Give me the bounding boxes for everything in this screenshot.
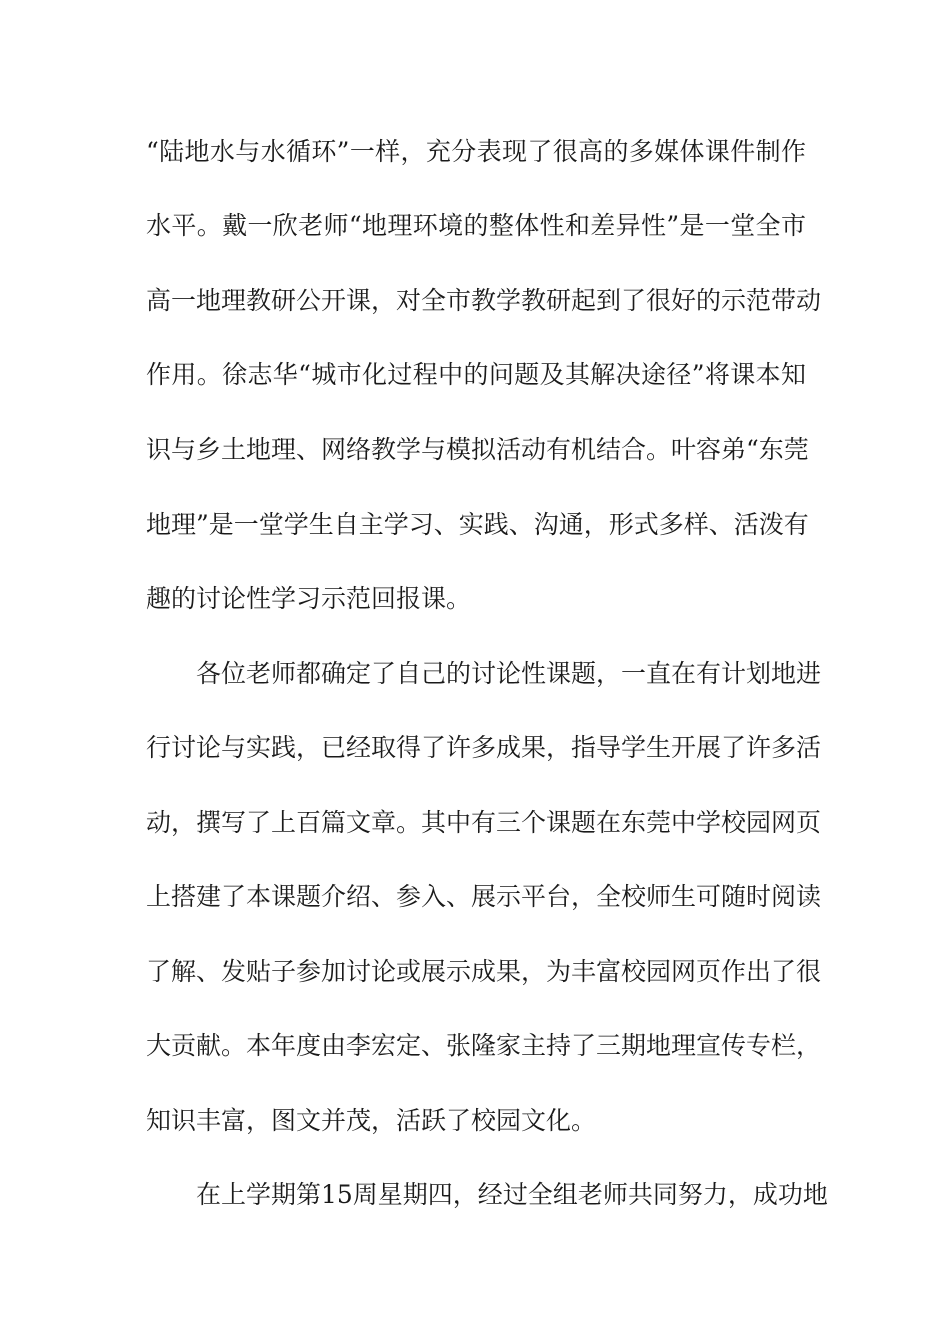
text-line: 动，撰写了上百篇文章。其中有三个课题在东莞中学校园网页 — [146, 808, 822, 837]
paragraph-first-line: 在上学期第15周星期四，经过全组老师共同努力，成功地 — [196, 1180, 828, 1209]
text-line: 行讨论与实践，已经取得了许多成果，指导学生开展了许多活 — [146, 733, 822, 762]
text-line: 上搭建了本课题介绍、参入、展示平台，全校师生可随时阅读 — [146, 882, 822, 911]
text-line: 地理”是一堂学生自主学习、实践、沟通，形式多样、活泼有 — [146, 510, 809, 539]
text-line: 知识丰富，图文并茂，活跃了校园文化。 — [146, 1106, 597, 1135]
text-line: 作用。徐志华“城市化过程中的问题及其解决途径”将课本知 — [146, 360, 806, 389]
text-line: 大贡献。本年度由李宏定、张隆家主持了三期地理宣传专栏， — [146, 1031, 822, 1060]
paragraph-first-line: 各位老师都确定了自己的讨论性课题，一直在有计划地进 — [196, 659, 822, 688]
text-line: 了解、发贴子参加讨论或展示成果，为丰富校园网页作出了很 — [146, 957, 822, 986]
text-line: “陆地水与水循环”一样，充分表现了很高的多媒体课件制作 — [146, 137, 806, 166]
text-line: 高一地理教研公开课，对全市教学教研起到了很好的示范带动 — [146, 286, 822, 315]
text-line: 趣的讨论性学习示范回报课。 — [146, 584, 472, 613]
text-line: 识与乡土地理、网络教学与模拟活动有机结合。叶容弟“东莞 — [146, 435, 809, 464]
text-line: 水平。戴一欣老师“地理环境的整体性和差异性”是一堂全市 — [146, 211, 806, 240]
